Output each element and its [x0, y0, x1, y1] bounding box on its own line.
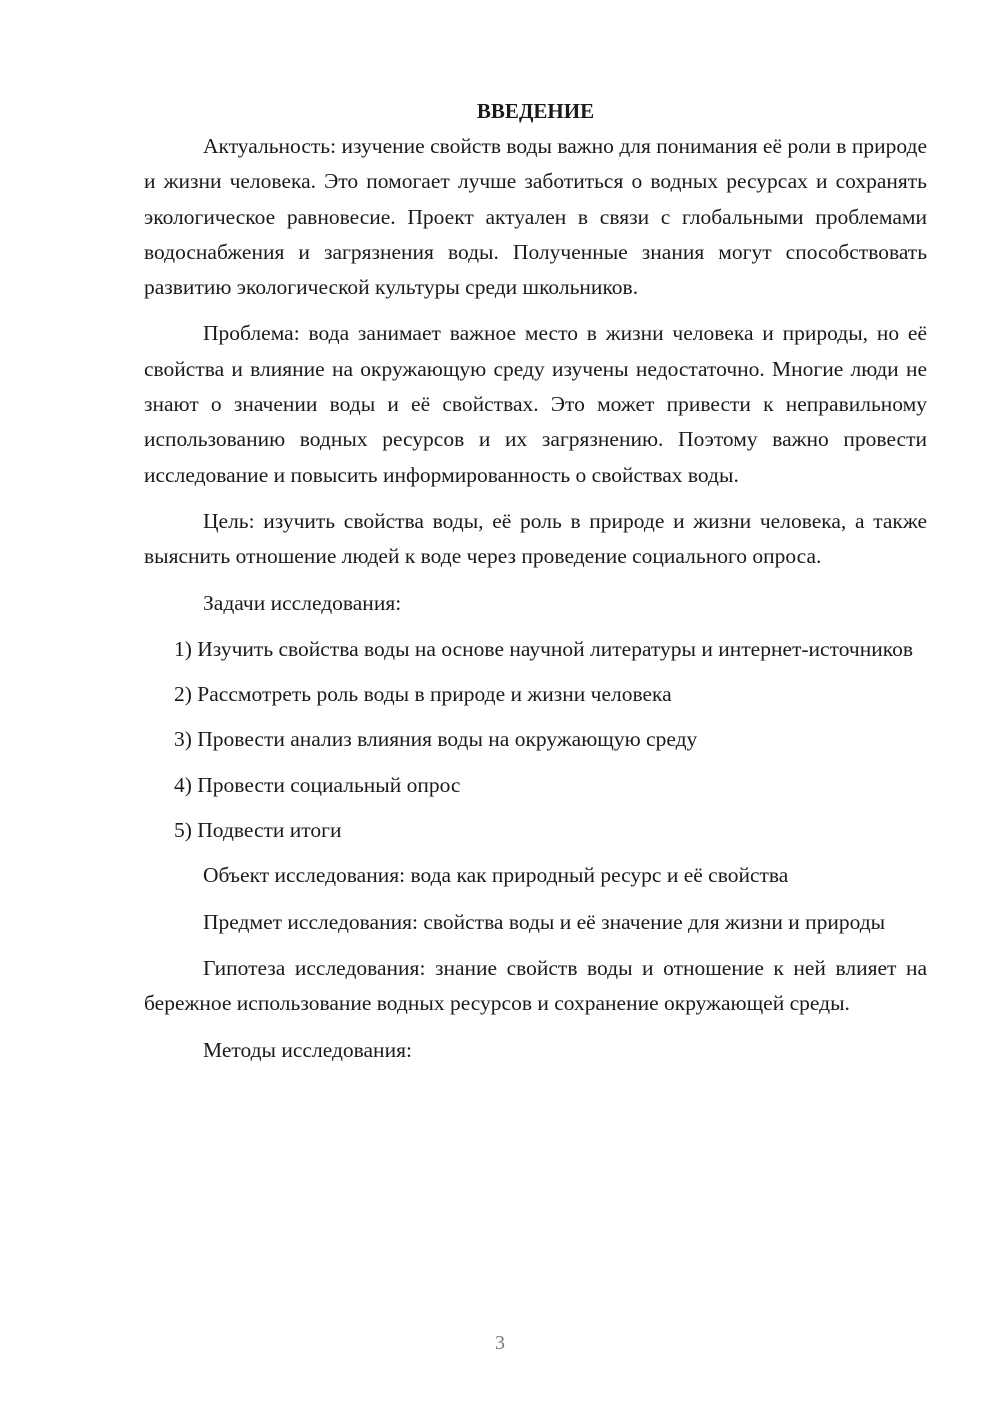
goal-paragraph: Цель: изучить свойства воды, её роль в природе и жизни человека, а также выяснить отношение людей к воде через проведение социального опроса. [144, 508, 927, 569]
task-item-4: 4) Провести социальный опрос [174, 772, 461, 797]
tasks-list [144, 632, 927, 848]
problem-paragraph: Проблема: вода занимает важное место в жизни человека и природы, но её свойства и влияние на окружающую среду изучены недостаточно. Многие люди не знают о значении воды и её свойствах. Это может привести к неправильному использованию водных ресурсов и их загрязнению. Поэтому важно провести исследование и повысить информированность о свойствах воды. [144, 321, 927, 487]
document-page [144, 94, 927, 1079]
relevance-paragraph: Актуальность: изучение свойств воды важно для понимания её роли в природе и жизни человека. Это помогает лучше заботиться о водных ресурсах и сохранять экологическое равновесие. Проект актуален в связи с глобальными проблемами водоснабжения и загрязнения воды. Полученные знания могут способствовать развитию экологической культуры среди школьников. [144, 134, 927, 300]
object-paragraph: Объект исследования: вода как природный ресурс и её свойства [203, 863, 789, 888]
subject-paragraph: Предмет исследования: свойства воды и её значение для жизни и природы [203, 909, 886, 934]
page-number: 3 [495, 1332, 505, 1354]
task-item-2: 2) Рассмотреть роль воды в природе и жизни человека [174, 682, 672, 707]
tasks-heading: Задачи исследования: [203, 590, 402, 615]
task-item-1: 1) Изучить свойства воды на основе научной литературы и интернет-источников [174, 636, 913, 661]
methods-heading: Методы исследования: [203, 1037, 412, 1062]
hypothesis-paragraph: Гипотеза исследования: знание свойств воды и отношение к ней влияет на бережное использование водных ресурсов и сохранение окружающей среды. [144, 955, 927, 1016]
task-item-5: 5) Подвести итоги [174, 818, 342, 843]
section-title: ВВЕДЕНИЕ [476, 99, 595, 123]
task-item-3: 3) Провести анализ влияния воды на окружающую среду [174, 727, 698, 752]
